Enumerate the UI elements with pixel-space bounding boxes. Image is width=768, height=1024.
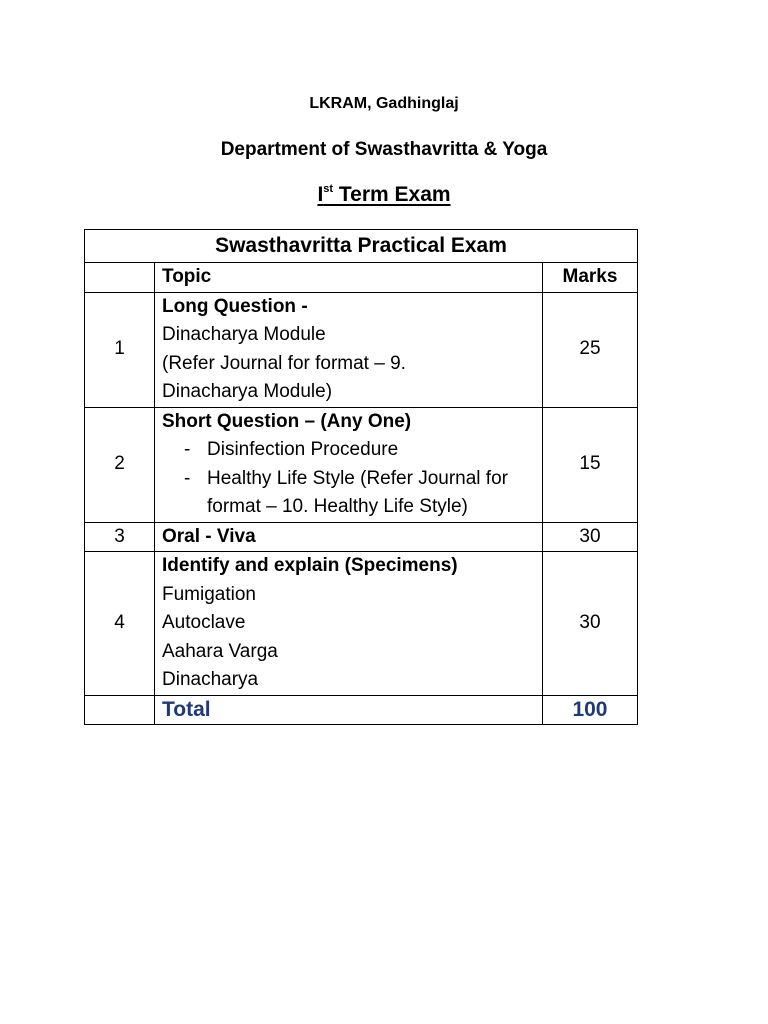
specimen-line: Dinacharya — [162, 669, 259, 690]
total-row — [85, 695, 638, 725]
topic-line: Dinacharya Module) — [162, 381, 333, 402]
row-marks: 30 — [542, 522, 637, 552]
topic-line: Dinacharya Module — [162, 324, 326, 345]
department-name: Department of Swasthavritta & Yoga — [220, 139, 548, 160]
specimen-line: Autoclave — [162, 612, 246, 633]
specimen-line: Fumigation — [162, 583, 256, 605]
header-marks: Marks — [542, 263, 637, 293]
row-topic — [155, 292, 543, 407]
topic-line: (Refer Journal for format – 9. — [162, 352, 406, 374]
row-topic — [155, 552, 543, 696]
row-number: 1 — [85, 292, 155, 407]
row-number: 2 — [85, 407, 155, 522]
option-text: Disinfection Procedure — [207, 439, 399, 460]
specimen-line: Aahara Varga — [162, 640, 278, 662]
total-label: Total — [155, 695, 543, 725]
exam-title-prefix: I — [317, 183, 324, 206]
question-title: Short Question – (Any One) — [162, 410, 412, 432]
exam-title — [0, 183, 768, 207]
exam-title-text — [317, 183, 450, 206]
question-title: Oral - Viva — [162, 525, 256, 547]
question-title: Identify and explain (Specimens) — [162, 555, 458, 576]
exam-title-superscript: st — [323, 183, 334, 195]
header-topic: Topic — [155, 263, 543, 293]
table-row — [85, 292, 638, 407]
row-topic — [155, 407, 543, 522]
option-list — [162, 436, 535, 522]
total-number-cell — [85, 695, 155, 725]
row-number: 4 — [85, 552, 155, 696]
dash-bullet: - — [184, 439, 191, 460]
table-caption: Swasthavritta Practical Exam — [85, 230, 638, 263]
row-marks: 15 — [542, 407, 637, 522]
table-caption-row — [85, 230, 638, 263]
table-row — [85, 522, 638, 552]
row-marks: 30 — [542, 552, 637, 696]
exam-title-rest: Term Exam — [333, 183, 451, 206]
table-row — [85, 552, 638, 696]
question-title: Long Question - — [162, 295, 308, 317]
header-number — [85, 263, 155, 293]
table-header-row — [85, 263, 638, 293]
institution-name: LKRAM, Gadhinglaj — [309, 95, 459, 112]
option-item — [162, 465, 535, 522]
option-item — [162, 436, 535, 465]
dash-bullet: - — [184, 467, 191, 489]
row-marks: 25 — [542, 292, 637, 407]
table-row — [85, 407, 638, 522]
total-marks: 100 — [542, 695, 637, 725]
row-number: 3 — [85, 522, 155, 552]
row-topic — [155, 522, 543, 552]
option-text: Healthy Life Style (Refer Journal for format – 10. Healthy Life Style) — [207, 467, 508, 517]
exam-marks-table — [84, 229, 638, 725]
